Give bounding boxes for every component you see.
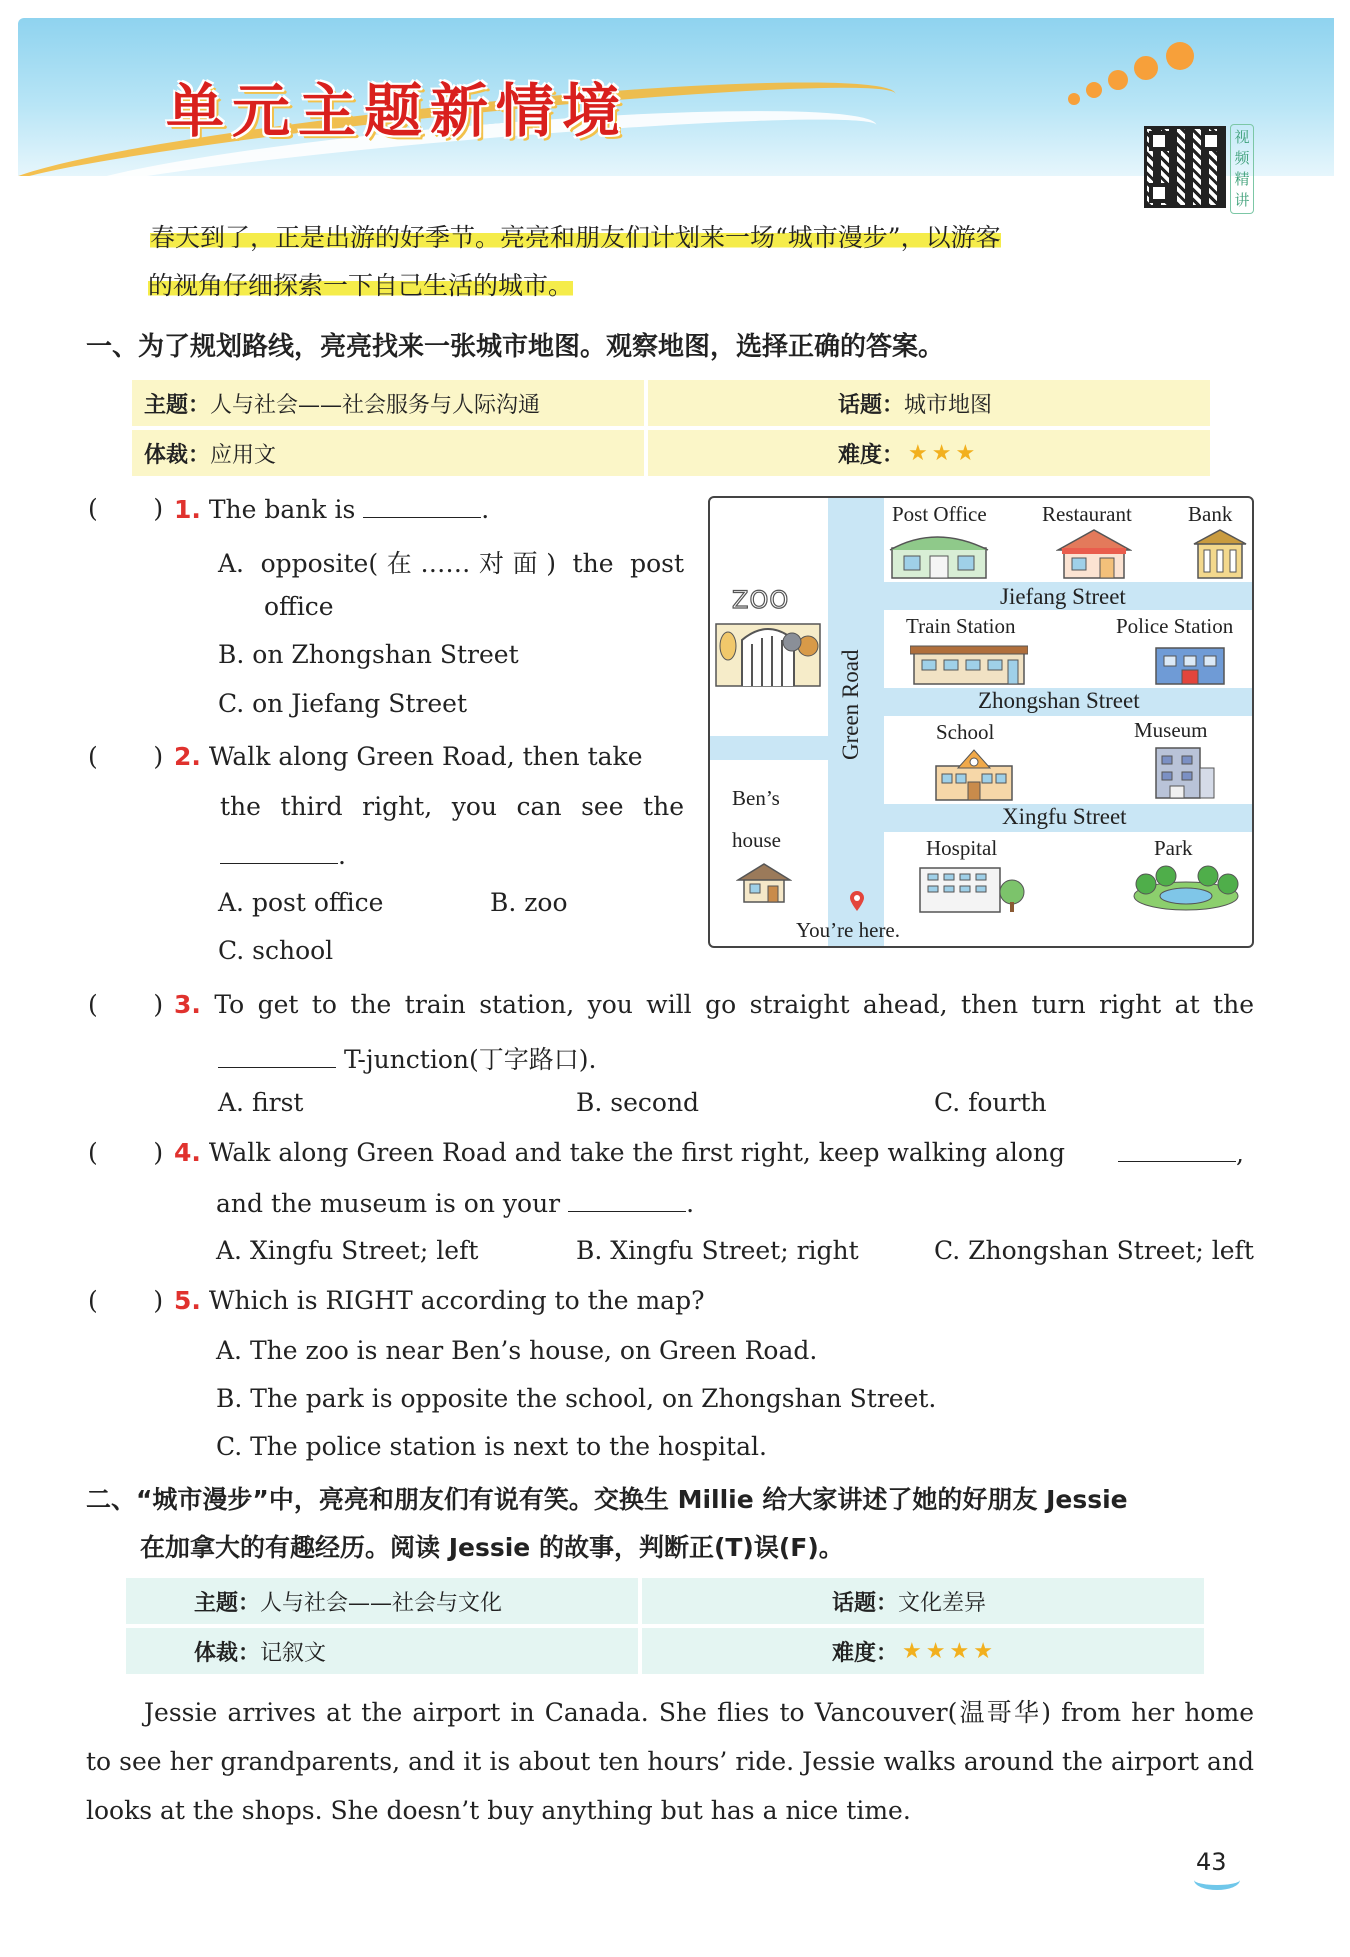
answer-bracket[interactable]: ( ) <box>88 1286 164 1315</box>
option: A. The zoo is near Ben’s house, on Green Road. <box>216 1336 818 1365</box>
star-icon: ★ <box>902 1639 922 1664</box>
intro-line-1: 春天到了，正是出游的好季节。亮亮和朋友们计划来一场“城市漫步”，以游客 <box>150 223 1001 252</box>
question-stem: The bank is <box>208 495 356 524</box>
option: A. Xingfu Street; left <box>216 1236 479 1265</box>
answer-blank[interactable] <box>1118 1138 1236 1162</box>
police-station-icon <box>1152 642 1228 686</box>
answer-blank[interactable] <box>568 1188 686 1212</box>
location-pin-icon <box>848 890 866 912</box>
museum-label: Museum <box>1134 718 1208 742</box>
section-2-info-box <box>126 1578 1204 1674</box>
option: B. The park is opposite the school, on Zhongshan Street. <box>216 1384 937 1413</box>
police-station-label: Police Station <box>1116 614 1234 638</box>
answer-blank[interactable] <box>220 840 338 864</box>
intro-line-2: 的视角仔细探索一下自己生活的城市。 <box>148 271 574 300</box>
school-label: School <box>936 720 995 744</box>
school-icon <box>932 746 1016 802</box>
question-number: 2. <box>174 742 201 771</box>
star-icon: ★ <box>955 441 976 466</box>
option: C. The police station is next to the hospital. <box>216 1432 767 1461</box>
question-2-blank-line: . <box>220 840 346 870</box>
passage-line: to see her grandparents, and it is about ten hours’ ride. Jessie walks around the airport and <box>86 1747 1254 1776</box>
option: B. second <box>576 1088 700 1117</box>
question-stem: To get to the train station, you will go straight ahead, then turn right at the <box>214 990 1255 1019</box>
banner-dot <box>1108 70 1128 90</box>
option: A. opposite(在……对面) the post <box>218 549 684 578</box>
side-road <box>710 736 828 760</box>
theme-key: 主题： <box>194 1591 261 1616</box>
banner-dot <box>1166 42 1194 70</box>
option: C. school <box>218 936 334 965</box>
star-icon: ★ <box>973 1639 993 1664</box>
theme-key: 主题： <box>144 393 211 418</box>
train-station-icon <box>910 642 1028 686</box>
theme-value: 人与社会——社会服务与人际沟通 <box>210 393 541 418</box>
option: B. Xingfu Street; right <box>576 1236 859 1265</box>
jiefang-street-label: Jiefang Street <box>1000 584 1126 609</box>
bens-label: Ben’s <box>732 786 780 810</box>
section-2-heading-line2: 在加拿大的有趣经历。阅读 Jessie 的故事，判断正(T)误(F)。 <box>140 1533 844 1562</box>
genre-key: 体裁： <box>144 443 211 468</box>
restaurant-label: Restaurant <box>1042 502 1132 526</box>
question-4-line2: and the museum is on your . <box>216 1189 695 1218</box>
question-5 <box>174 1286 704 1315</box>
zoo-label: ZOO <box>732 586 790 614</box>
genre-value: 应用文 <box>210 443 277 468</box>
option: C. on Jiefang Street <box>218 689 468 718</box>
banner-dot <box>1086 82 1102 98</box>
question-1: 1. The bank is . <box>174 495 490 524</box>
post-office-icon <box>886 528 992 580</box>
passage-line: looks at the shops. She doesn’t buy anything but has a nice time. <box>86 1796 911 1825</box>
question-stem-line2: T-junction(丁字路口). <box>343 1045 597 1074</box>
topic-value: 文化差异 <box>898 1591 987 1616</box>
question-number: 1. <box>174 495 201 524</box>
answer-bracket[interactable]: ( ) <box>88 742 164 771</box>
museum-icon <box>1146 744 1218 802</box>
difficulty-stars <box>898 1639 993 1664</box>
banner-dot <box>1134 56 1158 80</box>
you-are-here-label: You’re here. <box>796 918 901 942</box>
zhongshan-street-label: Zhongshan Street <box>978 688 1140 713</box>
hospital-label: Hospital <box>926 836 998 860</box>
option: C. fourth <box>934 1088 1047 1117</box>
topic-key: 话题： <box>838 393 905 418</box>
bens-house-icon <box>736 860 792 904</box>
genre-key: 体裁： <box>194 1641 261 1666</box>
xingfu-street-label: Xingfu Street <box>1002 804 1127 829</box>
topic-key: 话题： <box>832 1591 899 1616</box>
answer-blank[interactable] <box>363 494 481 518</box>
question-4-blank: , <box>1118 1138 1244 1168</box>
question-4 <box>174 1138 1065 1167</box>
difficulty-key: 难度： <box>832 1641 899 1666</box>
question-stem-line2: the third right, you can see the <box>220 792 684 821</box>
unit-banner <box>18 18 1334 176</box>
bank-label: Bank <box>1188 502 1233 526</box>
restaurant-icon <box>1056 528 1132 580</box>
question-number: 3. <box>174 990 201 1019</box>
video-lesson-label: 视频精讲 <box>1230 124 1254 214</box>
question-2 <box>174 742 643 771</box>
option: office <box>264 592 334 621</box>
question-3 <box>174 990 1254 1019</box>
option: A. first <box>218 1088 304 1117</box>
difficulty-stars <box>904 441 975 466</box>
train-station-label: Train Station <box>906 614 1016 638</box>
reading-passage <box>86 1688 1254 1835</box>
question-number: 5. <box>174 1286 201 1315</box>
answer-bracket[interactable]: ( ) <box>88 990 164 1019</box>
intro-paragraph <box>150 214 1260 310</box>
option: C. Zhongshan Street; left <box>934 1236 1254 1265</box>
park-label: Park <box>1154 836 1193 860</box>
question-stem: Walk along Green Road and take the first right, keep walking along <box>208 1138 1066 1167</box>
banner-title: 单元主题新情境 <box>166 77 629 145</box>
star-icon: ★ <box>949 1639 970 1664</box>
page-number: 43 <box>1196 1848 1227 1876</box>
passage-line: Jessie arrives at the airport in Canada. She flies to Vancouver(温哥华) from her home <box>144 1698 1254 1727</box>
hospital-icon <box>916 862 1026 914</box>
topic-value: 城市地图 <box>904 393 993 418</box>
page-number-decoration <box>1194 1870 1240 1890</box>
star-icon: ★ <box>908 441 928 466</box>
star-icon: ★ <box>931 441 952 466</box>
difficulty-key: 难度： <box>838 443 905 468</box>
qr-code-icon[interactable] <box>1144 126 1226 208</box>
answer-bracket[interactable]: ( ) <box>88 1138 164 1167</box>
section-1-heading: 一、为了规划路线，亮亮找来一张城市地图。观察地图，选择正确的答案。 <box>86 332 945 362</box>
city-map <box>708 496 1254 948</box>
house-label: house <box>732 828 781 852</box>
park-icon <box>1130 862 1242 912</box>
question-stem-line2: and the museum is on your <box>216 1189 561 1218</box>
option: B. on Zhongshan Street <box>218 640 519 669</box>
section-2-heading-line1: 二、“城市漫步”中，亮亮和朋友们有说有笑。交换生 Millie 给大家讲述了她的好朋友 Jessie <box>86 1485 1128 1514</box>
section-1-info-box <box>132 380 1210 476</box>
post-office-label: Post Office <box>892 502 987 526</box>
answer-blank[interactable] <box>218 1044 336 1068</box>
question-stem: Which is RIGHT according to the map? <box>208 1286 705 1315</box>
star-icon: ★ <box>925 1639 946 1664</box>
question-stem: Walk along Green Road, then take <box>208 742 643 771</box>
theme-value: 人与社会——社会与文化 <box>260 1591 503 1616</box>
banner-dot <box>1068 93 1080 105</box>
option: B. zoo <box>490 888 568 917</box>
question-3-line2 <box>218 1040 596 1076</box>
bank-icon <box>1192 528 1248 580</box>
question-number: 4. <box>174 1138 201 1167</box>
answer-bracket[interactable]: ( ) <box>88 494 164 523</box>
genre-value: 记叙文 <box>260 1641 327 1666</box>
option: A. post office <box>218 888 384 917</box>
green-road-label: Green Road <box>838 649 863 760</box>
